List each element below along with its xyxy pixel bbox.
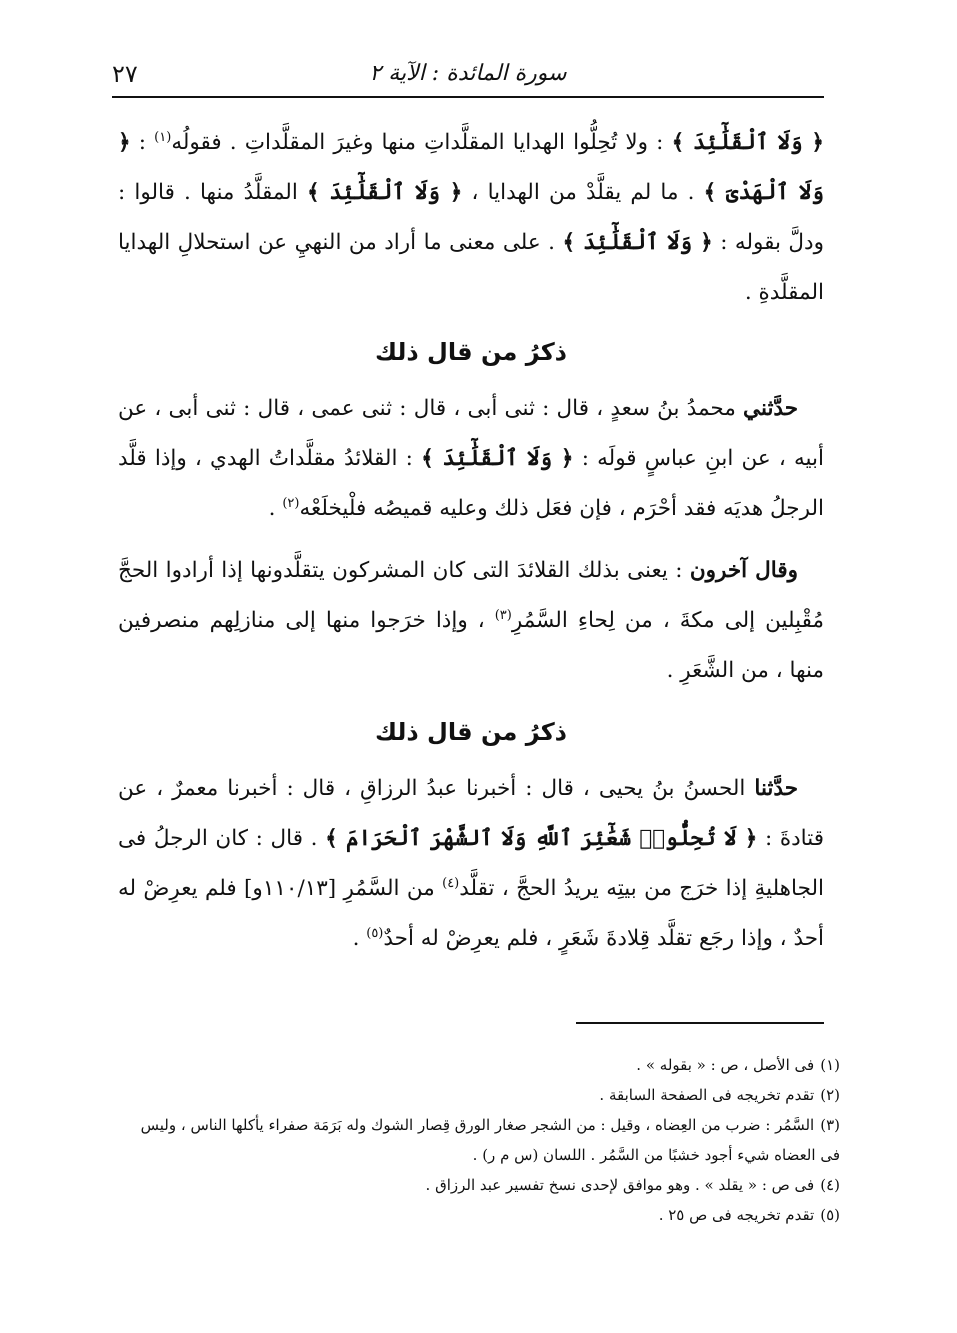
text-run: . قال : كان الرجلُ فى الجاهليةِ إذا خرَج من بيتِه يريدُ الحجَّ ، تقلَّد (118, 826, 824, 901)
running-header (112, 58, 824, 96)
text-run: . على معنى ما أراد من النهيِ عن استحلالِ الهدايا المقلَّدةِ . (118, 230, 824, 305)
text-run: : يعنى بذلك القلائدَ التى كان المشركون يتقلَّدونها إذا أرادوا الحجَّ مُقْبِلين إلى مكةَ ، من لِحاءِ السَّمُرِ (118, 558, 824, 633)
spacer (118, 696, 824, 712)
page-number: ٢٧ (112, 60, 138, 88)
footnote-5 (118, 1200, 840, 1230)
quran-quote: ﴿ وَلَا ٱلْقَلَٰٓئِدَ ﴾ (306, 180, 463, 205)
footnote-ref: (٢) (282, 495, 300, 511)
paragraph-3 (118, 546, 824, 696)
footnote-ref: (٤) (442, 875, 460, 891)
footnote-text: فى ص : « يقلد » . وهو موافق لإحدى نسخ تفسير عبد الرزاق . (425, 1176, 815, 1194)
paragraph-2 (118, 384, 824, 534)
text-run: . ما لم يقلَّدْ من الهدايا ، (462, 180, 704, 205)
text-run: المقلَّدُ منها . قالوا : ودلَّ بقوله : (118, 180, 824, 255)
text-run: . (268, 496, 283, 521)
footnote-3 (118, 1110, 840, 1170)
lead-word: حدَّثني (743, 396, 798, 421)
running-title: سورة المائدة : الآية ٢ (369, 61, 567, 86)
text-run: محمدُ بنُ سعدٍ ، قال : ثنى أبى ، قال : ثنى عمى ، قال : ثنى أبى ، عن أبيه ، عن ابنِ عباسٍ قولَه : (118, 396, 825, 471)
footnote-text: تقدم تخريجه فى الصفحة السابقة . (599, 1086, 815, 1104)
text-run: : (130, 130, 155, 155)
footnote-number: (١) (820, 1056, 840, 1074)
spacer (118, 318, 824, 332)
footnote-2 (118, 1080, 840, 1110)
quran-quote: ﴿ لَا تُحِلُّوا۟ شَعَٰٓئِرَ ٱللَّهِ وَلَا ٱلشَّهْرَ ٱلْحَرَامَ ﴾ (325, 826, 758, 851)
footnote-number: (٤) (820, 1176, 840, 1194)
footnote-number: (٥) (820, 1206, 840, 1224)
text-run: الحسنُ بنُ يحيى ، قال : أخبرنا عبدُ الرزاقِ ، قال : أخبرنا معمرٌ ، عن قتادةَ : (118, 776, 824, 851)
section-heading: ذكرُ من قال ذلك (375, 338, 567, 366)
quran-quote: ﴿ وَلَا ٱلْهَدْىَ ﴾ (118, 130, 824, 205)
footnote-4 (118, 1170, 840, 1200)
spacer (118, 534, 824, 546)
paragraph-4 (118, 764, 824, 964)
footnote-rule (576, 1022, 824, 1024)
spacer (118, 372, 824, 384)
text-run: : القلائدُ مقلَّداتُ الهدي ، وإذا قلَّد الرجلُ هديَه فقد أحْرَم ، فإن فعَل ذلك وعليه قميصُه فلْيخلَعْه (118, 446, 824, 521)
text-run: من السَّمُرِ [١١٠/١٣و] فلم يعرِضْ له أحدٌ ، وإذا رجَع تقلَّد قِلادةَ شَعَرٍ ، فلم يعرِضْ له أحدٌ (118, 876, 824, 951)
header-rule (112, 96, 824, 98)
footnote-number: (٣) (820, 1116, 840, 1134)
quran-quote: ﴿ وَلَا ٱلْقَلَٰٓئِدَ ﴾ (421, 446, 574, 471)
text-run: : ولا تُحِلُّوا الهدايا المقلَّداتِ منها وغيرَ المقلَّداتِ . فقولُه (171, 130, 672, 155)
lead-word: حدَّثنا (754, 776, 798, 801)
text-run: . (352, 926, 367, 951)
quran-quote: ﴿ وَلَا ٱلْقَلَٰٓئِدَ ﴾ (562, 230, 713, 255)
lead-word: وقال آخرون (689, 558, 798, 583)
main-text (118, 118, 824, 964)
footnote-text: السَّمُر : ضرب من العِضاه ، وقيل : من الشجر صغار الورق قِصار الشوك وله بَرَمَة صفراء يأكلها الناس ، وليس فى العضاه شيء أجود خشبًا من السَّمُر . اللسان (س م ر) . (140, 1116, 840, 1164)
footnote-text: تقدم تخريجه فى ص ٢٥ . (658, 1206, 815, 1224)
spacer (118, 752, 824, 764)
footnote-number: (٢) (820, 1086, 840, 1104)
paragraph-1 (118, 118, 824, 318)
quran-quote: ﴿ وَلَا ٱلْقَلَٰٓئِدَ ﴾ (671, 130, 824, 155)
section-heading: ذكرُ من قال ذلك (375, 718, 567, 746)
text-run: ، وإذا خرَجوا منها إلى منازلِهم منصرفين منها ، من الشَّعَرِ . (118, 608, 824, 683)
footnote-ref: (١) (154, 129, 172, 145)
footnote-1 (118, 1050, 840, 1080)
footnotes (118, 1050, 840, 1230)
footnote-ref: (٥) (366, 925, 384, 941)
footnote-text: فى الأصل ، ص : « بقوله » . (636, 1056, 815, 1074)
footnote-ref: (٣) (494, 607, 512, 623)
